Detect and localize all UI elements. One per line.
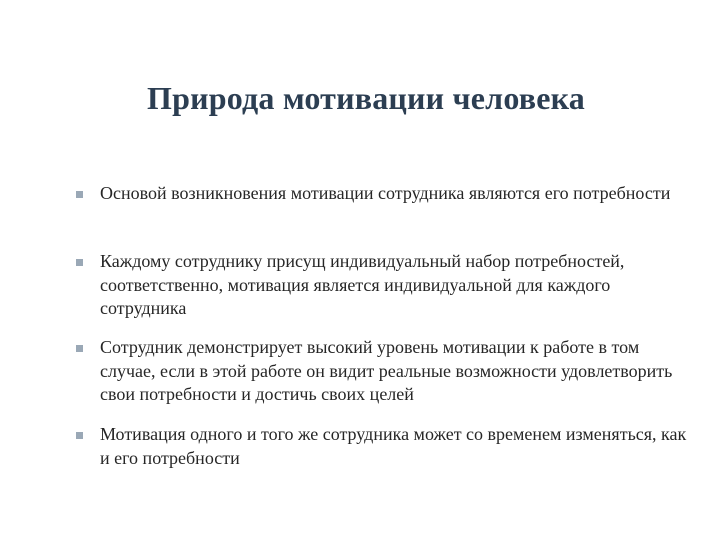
bullet-text: Каждому сотруднику присущ индивидуальный набор потребностей, соответственно, мотивация является индивидуальной для каждого сотрудника <box>100 251 625 318</box>
square-bullet-icon <box>76 191 83 198</box>
square-bullet-icon <box>76 259 83 266</box>
slide-title: Природа мотивации человека <box>147 80 585 116</box>
square-bullet-icon <box>76 432 83 439</box>
square-bullet-icon <box>76 345 83 352</box>
bullet-text: Мотивация одного и того же сотрудника может со временем изменяться, как и его потребности <box>100 424 687 468</box>
bullet-text: Основой возникновения мотивации сотрудника являются его потребности <box>100 183 671 203</box>
bullet-text: Сотрудник демонстрирует высокий уровень мотивации к работе в том случае, если в этой работе он видит реальные возможности удовлетворить свои потребности и достичь своих целей <box>100 337 673 404</box>
